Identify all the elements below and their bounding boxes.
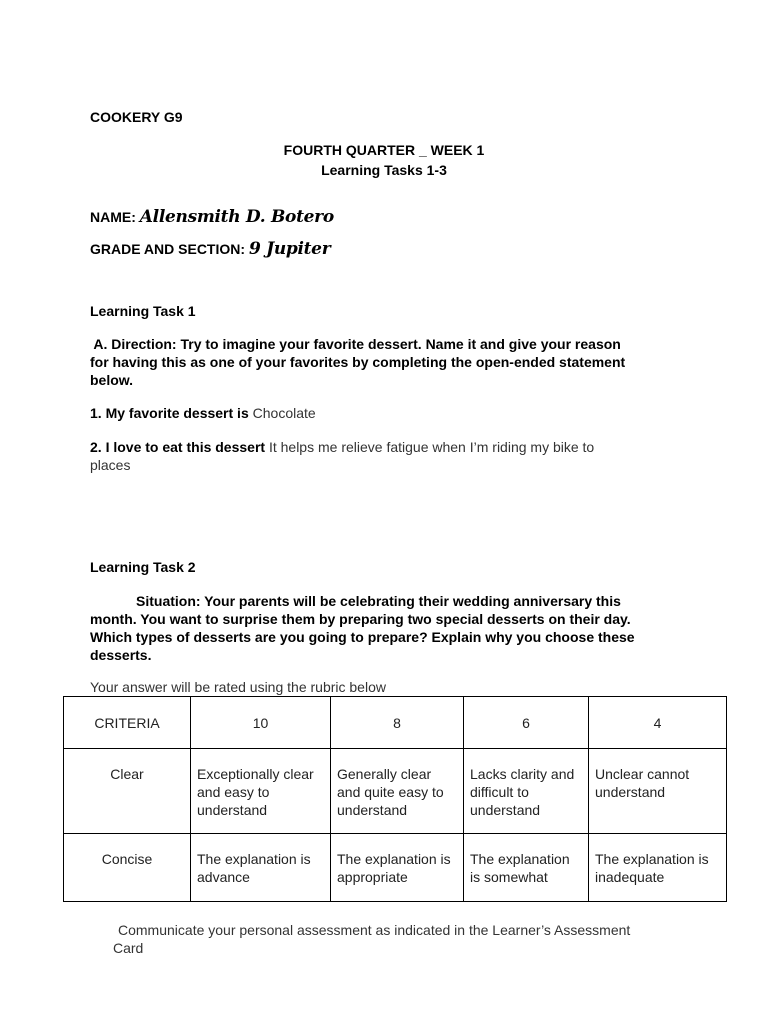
grade-section-label: GRADE AND SECTION: — [90, 241, 246, 257]
task1-question2 — [90, 439, 594, 456]
rubric-header-score: 10 — [191, 697, 331, 749]
learning-tasks-heading: Learning Tasks 1-3 — [321, 162, 447, 178]
task1-title: Learning Task 1 — [90, 303, 196, 319]
footer-line2: Card — [113, 940, 144, 956]
task2-title: Learning Task 2 — [90, 559, 196, 575]
q1-label: 1. My favorite dessert is — [90, 405, 249, 421]
rubric-criteria-cell: Clear — [64, 749, 191, 834]
student-name-row — [90, 207, 334, 227]
grade-section-value: 9 Jupiter — [248, 239, 331, 259]
q2-answer-line2: places — [90, 457, 131, 473]
rubric-cell: Exceptionally clear and easy to understand — [191, 749, 331, 834]
task1-question1 — [90, 405, 316, 422]
rubric-cell: The explanation is inadequate — [589, 834, 727, 902]
rubric-cell: Unclear cannot understand — [589, 749, 727, 834]
name-label: NAME: — [90, 209, 136, 225]
rubric-criteria-cell: Concise — [64, 834, 191, 902]
rubric-cell: The explanation is somewhat — [464, 834, 589, 902]
rubric-cell: Generally clear and quite easy to understand — [331, 749, 464, 834]
footer-line1: Communicate your personal assessment as indicated in the Learner’s Assessment — [118, 922, 631, 938]
rubric-cell: The explanation is advance — [191, 834, 331, 902]
rubric-cell: The explanation is appropriate — [331, 834, 464, 902]
rubric-header-criteria: CRITERIA — [64, 697, 191, 749]
rubric-table — [63, 696, 727, 902]
rubric-row-clear — [64, 749, 727, 834]
rubric-header-score: 8 — [331, 697, 464, 749]
name-value: Allensmith D. Botero — [139, 207, 334, 227]
subject-title: COOKERY G9 — [90, 109, 183, 125]
grade-section-row — [90, 239, 330, 259]
quarter-week-heading: FOURTH QUARTER _ WEEK 1 — [283, 142, 485, 158]
task1-direction-line2: for having this as one of your favorites by completing the open-ended statement — [90, 354, 626, 370]
rubric-intro: Your answer will be rated using the rubric below — [90, 679, 386, 695]
task1-direction-line3: below. — [90, 372, 134, 388]
task2-situation-line3: Which types of desserts are you going to prepare? Explain why you choose these — [90, 629, 635, 645]
q2-label: 2. I love to eat this dessert — [90, 439, 266, 455]
rubric-row-concise — [64, 834, 727, 902]
rubric-header-score: 6 — [464, 697, 589, 749]
rubric-header-row — [64, 697, 727, 749]
q1-answer: Chocolate — [252, 405, 316, 421]
task2-situation-line1: Situation: Your parents will be celebrating their wedding anniversary this — [136, 593, 621, 609]
rubric-cell: Lacks clarity and difficult to understand — [464, 749, 589, 834]
rubric-header-score: 4 — [589, 697, 727, 749]
q2-answer-line1: It helps me relieve fatigue when I’m riding my bike to — [268, 439, 595, 455]
task2-situation-line2: month. You want to surprise them by preparing two special desserts on their day. — [90, 611, 631, 627]
task2-situation-line4: desserts. — [90, 647, 152, 663]
task1-direction-line1: A. Direction: Try to imagine your favorite dessert. Name it and give your reason — [90, 336, 621, 352]
